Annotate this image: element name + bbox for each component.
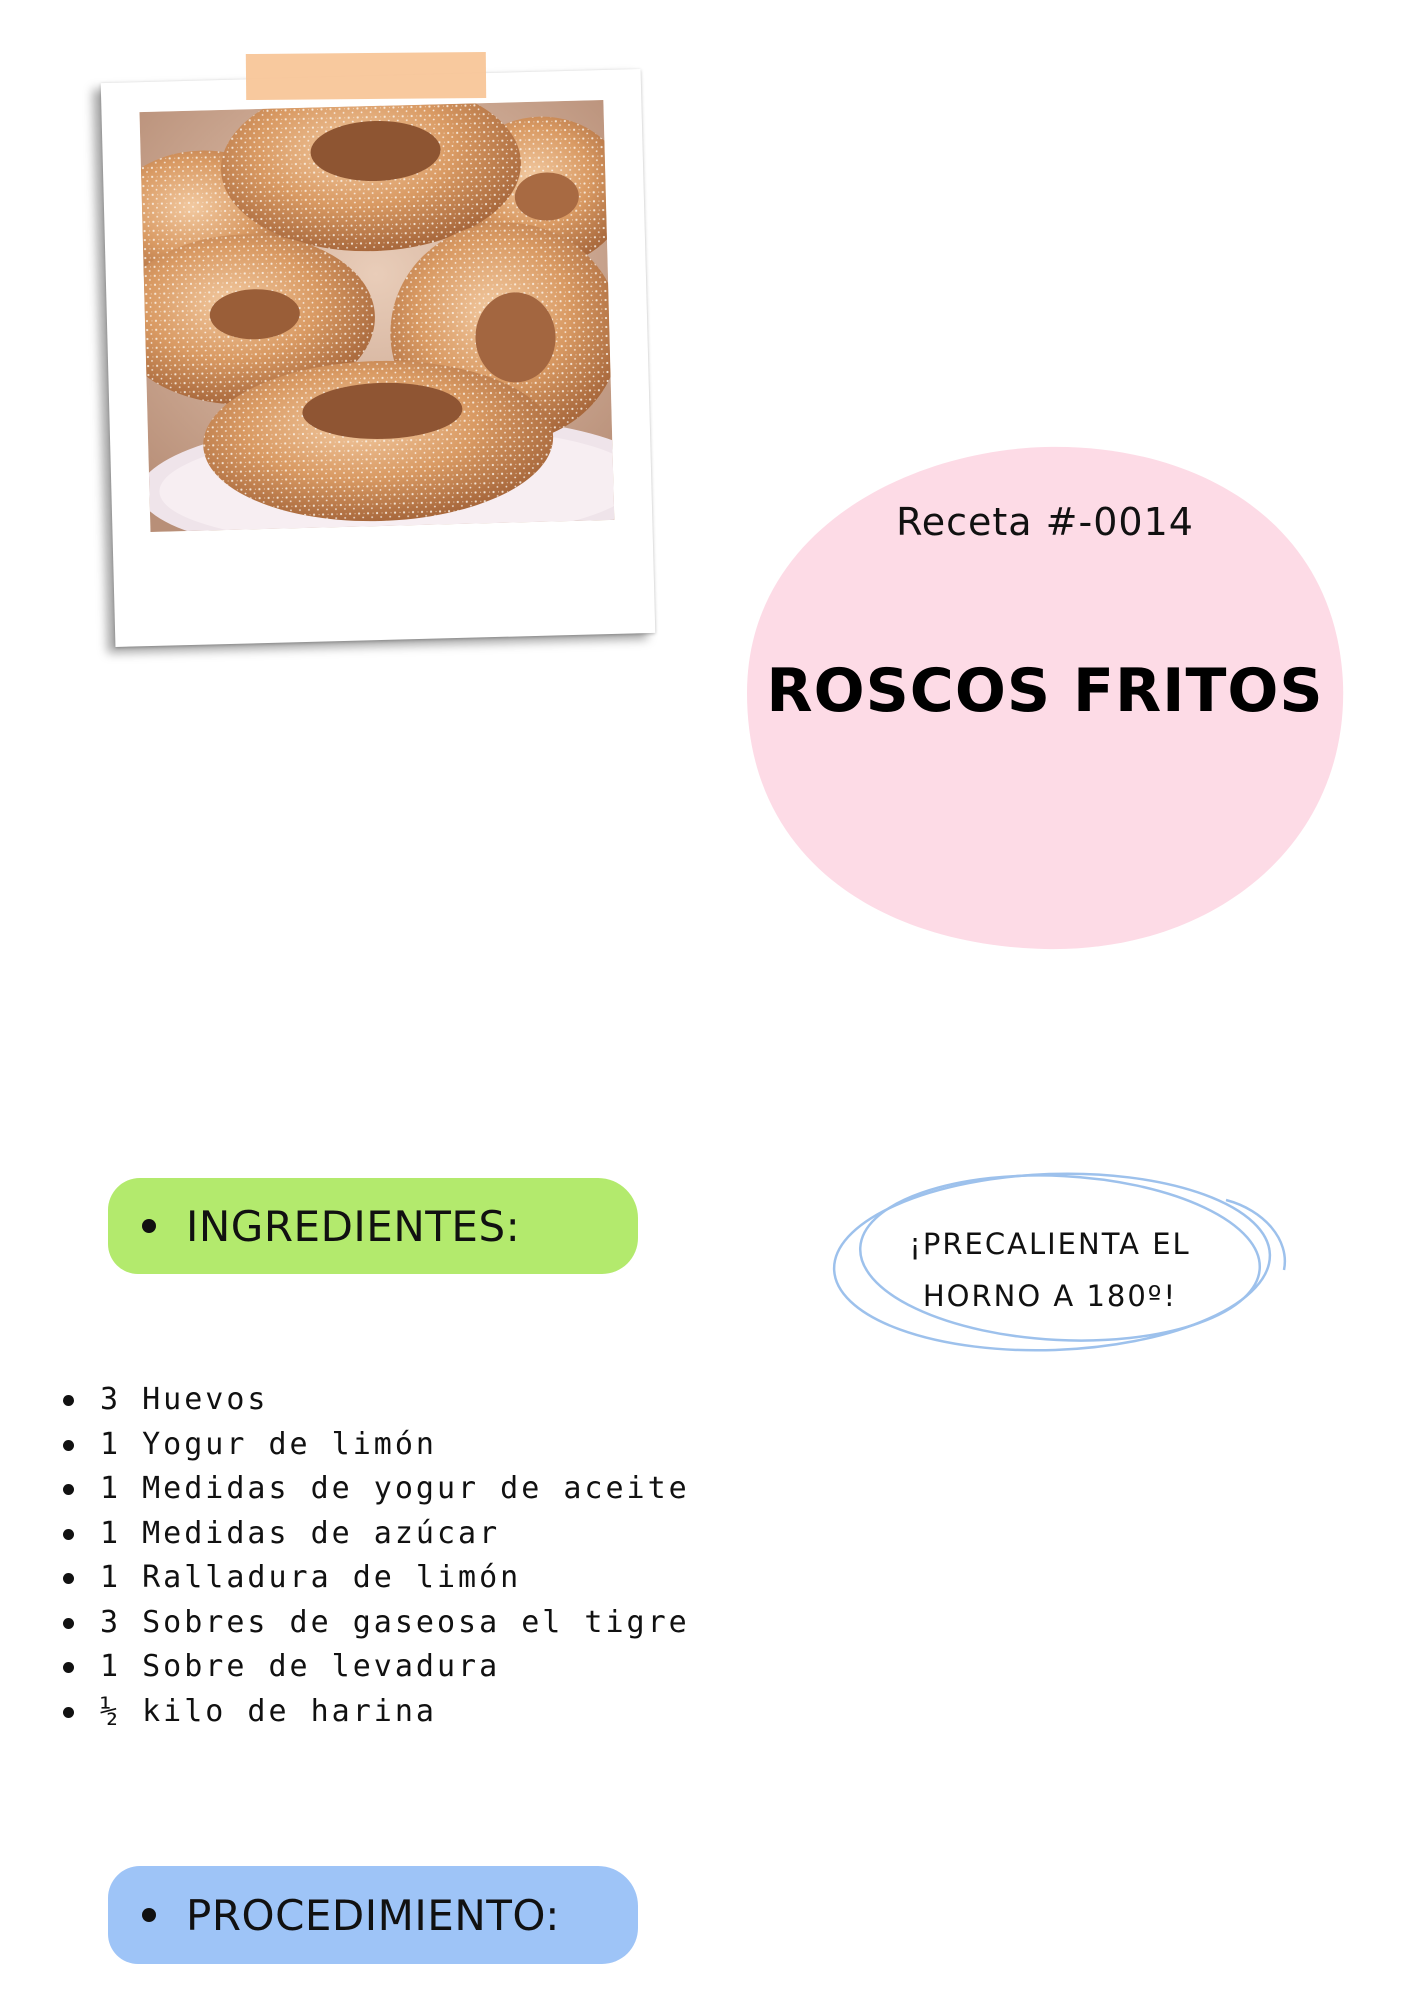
recipe-number: Receta #-0014 — [896, 500, 1194, 544]
ingredients-heading — [108, 1178, 638, 1274]
ingredient-item: 1 Medidas de yogur de aceite — [60, 1467, 690, 1512]
oven-note-line2: HORNO A 180º! — [922, 1279, 1178, 1313]
roscos-photo — [139, 100, 614, 532]
ingredient-item: ½ kilo de harina — [60, 1690, 690, 1735]
ingredient-item: 1 Ralladura de limón — [60, 1556, 690, 1601]
procedure-heading — [108, 1866, 638, 1964]
recipe-photo-frame — [101, 69, 656, 647]
ingredient-item: 1 Medidas de azúcar — [60, 1512, 690, 1557]
roscos-illustration — [139, 100, 614, 532]
bullet-icon — [142, 1908, 156, 1922]
recipe-title: ROSCOS FRITOS — [766, 656, 1324, 726]
ingredient-item: 1 Sobre de levadura — [60, 1645, 690, 1690]
ingredients-heading-label: INGREDIENTES: — [186, 1201, 521, 1251]
ingredient-list — [60, 1378, 690, 1734]
ingredient-item: 3 Sobres de gaseosa el tigre — [60, 1601, 690, 1646]
ingredient-item: 1 Yogur de limón — [60, 1423, 690, 1468]
procedure-heading-label: PROCEDIMIENTO: — [186, 1890, 560, 1940]
bullet-icon — [142, 1219, 156, 1233]
oven-note-line1: ¡PRECALIENTA EL — [909, 1227, 1191, 1261]
photo-tape — [246, 52, 486, 100]
ingredient-item: 3 Huevos — [60, 1378, 690, 1423]
oven-note — [860, 1218, 1240, 1322]
